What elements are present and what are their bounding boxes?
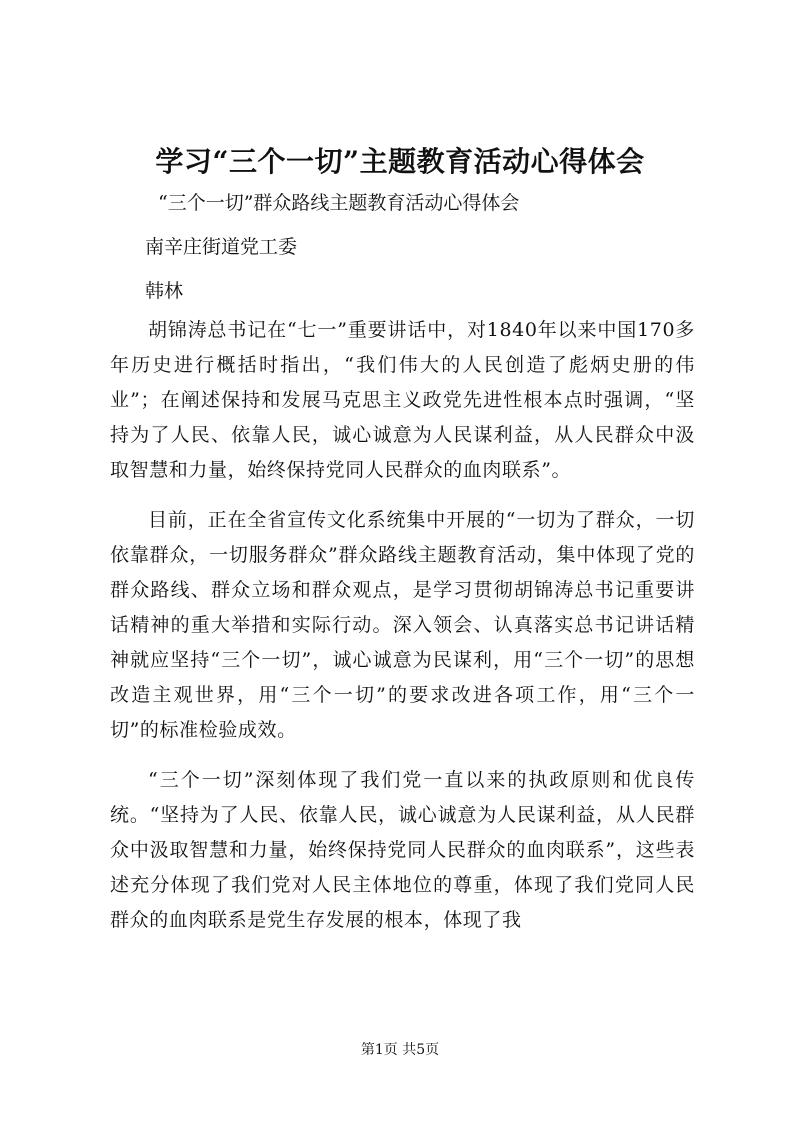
body-paragraph: “三个一切”深刻体现了我们党一直以来的执政原则和优良传统。“坚持为了人民、依靠人民，诚心诚意为人民谋利益，从人民群众中汲取智慧和力量，始终保持党同人民群众的血肉联系”，这些表述充分体现了我们党对人民主体地位的尊重，体现了我们党同人民群众的血肉联系是党生存发展的根本，体现了我 [110,769,695,931]
document-title: 学习“三个一切”主题教育活动心得体会 [155,145,645,178]
page-number: 第1页 共5页 [360,1042,440,1058]
document-body [110,313,695,953]
body-paragraph: 胡锦涛总书记在“七一”重要讲话中，对1840年以来中国170多年历史进行概括时指出，“我们伟大的人民创造了彪炳史册的伟业”；在阐述保持和发展马克思主义政党先进性根本点时强调，“坚持为了人民、依靠人民，诚心诚意为人民谋利益，从人民群众中汲取智慧和力量，始终保持党同人民群众的血肉联系”。 [110,319,695,481]
document-subtitle: “三个一切”群众路线主题教育活动心得体会 [158,192,520,214]
organization-name: 南辛庄街道党工委 [145,236,298,258]
body-paragraph: 目前，正在全省宣传文化系统集中开展的“一切为了群众，一切依靠群众，一切服务群众”群众路线主题教育活动，集中体现了党的群众路线、群众立场和群众观点，是学习贯彻胡锦涛总书记重要讲话精神的重大举措和实际行动。深入领会、认真落实总书记讲话精神就应坚持“三个一切”，诚心诚意为民谋利，用“三个一切”的思想改造主观世界，用“三个一切”的要求改进各项工作，用“三个一切”的标准检验成效。 [110,509,695,741]
author-name: 韩林 [145,280,184,302]
